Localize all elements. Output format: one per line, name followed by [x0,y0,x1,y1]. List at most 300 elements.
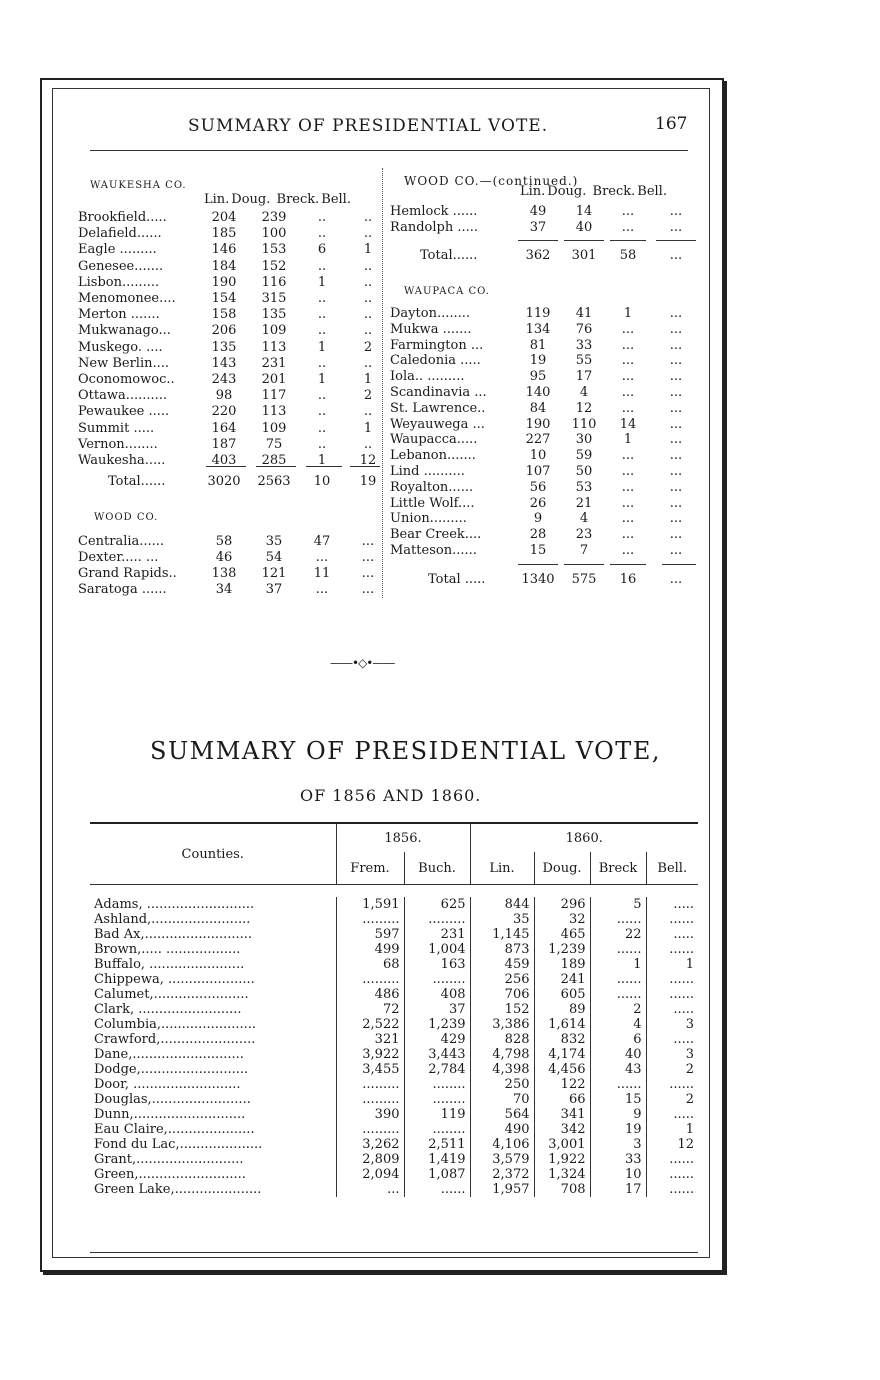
vote-cell: 1,957 [470,1182,534,1197]
township-name: Lind .......... [390,464,465,479]
vote-cell: .. [363,307,373,323]
vote-cell: 243 [211,372,237,387]
vote-cell: 4,798 [470,1047,534,1062]
township-row [390,353,690,368]
county-row [90,942,698,957]
vote-cell: 134 [525,321,551,337]
col-frem: Frem. [336,852,404,885]
wood-heading: WOOD CO. [94,512,159,523]
vote-cell: ........ [404,972,470,987]
vote-cell: .. [363,258,373,274]
vote-cell: 26 [529,495,547,511]
vote-cell: 54 [265,550,283,565]
vote-cell: 4 [590,1017,646,1032]
vote-cell: ...... [646,942,698,957]
township-row [390,322,690,337]
township-row [390,527,690,542]
vote-cell: .. [363,404,373,420]
vote-cell: 190 [211,274,237,290]
vote-cell: ... [669,416,683,432]
township-name: Eagle ......... [78,242,157,258]
vote-cell: 5 [590,897,646,912]
vote-cell: 76 [575,321,593,337]
total-rule [564,564,604,565]
total-cell: 3020 [207,474,241,489]
township-name: Ottawa.......... [78,388,168,404]
county-name: Grant,.......................... [94,1152,244,1167]
township-row [78,421,378,436]
total-row [390,572,690,587]
vote-cell: 832 [534,1032,590,1047]
township-name: Delafield...... [78,226,162,242]
vote-cell: ... [669,385,683,400]
vote-cell: 1,145 [470,927,534,942]
vote-cell: 37 [404,1002,470,1017]
total-row [78,474,378,489]
county-name: Clark, ......................... [94,1002,242,1017]
col-doug: Doug. [534,852,590,885]
township-name: Lebanon....... [390,448,476,464]
vote-cell: ...... [646,1182,698,1197]
vote-cell: ... [621,511,635,527]
township-row [390,385,690,400]
township-row [78,340,378,355]
wood-continued-heading: WOOD CO.—(continued.) [404,174,579,188]
year-1856-header: 1856. [336,823,470,852]
vote-cell: ... [621,495,635,511]
county-row [90,987,698,1002]
vote-cell: 37 [529,220,547,235]
vote-cell: .. [317,210,327,225]
vote-cell: ... [669,204,683,219]
vote-cell: 154 [211,291,237,306]
total-rule [656,240,696,241]
vote-cell: 14 [619,416,637,432]
vote-cell: 296 [534,897,590,912]
vote-cell: 2,784 [404,1062,470,1077]
vote-cell: 98 [215,388,233,404]
township-row [78,291,378,306]
vote-cell: 465 [534,927,590,942]
township-name: Dayton........ [390,306,470,321]
township-row [390,496,690,511]
vote-cell: 185 [211,226,237,242]
township-row [390,448,690,463]
vote-cell: 95 [529,369,547,385]
vote-cell: ... [669,495,683,511]
township-name: Lisbon......... [78,274,160,290]
vote-cell: .. [363,274,373,290]
township-row [78,242,378,257]
vote-cell: 66 [534,1092,590,1107]
vote-cell: ... [361,566,375,581]
col-breck: Breck. [592,184,636,199]
township-name: Saratoga ...... [78,582,167,597]
vote-cell: 605 [534,987,590,1002]
county-name: Fond du Lac,.................... [94,1137,263,1152]
vote-cell: 138 [211,566,237,581]
township-row [390,220,690,235]
vote-cell: 75 [265,436,283,452]
vote-cell: 40 [590,1047,646,1062]
vote-cell: 28 [529,527,547,543]
table-bottom-rule [90,1252,698,1253]
vote-cell: ... [669,432,683,448]
vote-cell: ... [669,527,683,543]
vote-cell: 1 [317,274,327,290]
vote-cell: 239 [261,210,287,225]
township-row [78,550,378,565]
vote-cell: 4,106 [470,1137,534,1152]
vote-cell: 19 [529,353,547,369]
vote-cell: 58 [215,534,233,549]
total-cell: 362 [525,248,551,263]
township-row [390,432,690,447]
vote-cell: 84 [529,400,547,416]
vote-cell: 9 [533,511,543,527]
township-row [390,543,690,558]
year-1860-header: 1860. [470,823,698,852]
township-name: Menomonee.... [78,291,176,306]
vote-cell: ..... [646,1107,698,1122]
counties-header: Counties. [90,823,336,885]
col-bell: Bell. [646,852,698,885]
vote-cell: 4 [579,511,589,527]
total-rule [610,240,646,241]
township-name: Grand Rapids.. [78,566,177,581]
township-name: Caledonia ..... [390,353,481,369]
vote-cell: 164 [211,420,237,436]
vote-cell: ... [669,337,683,353]
col-lin: Lin. [470,852,534,885]
vote-cell: 184 [211,258,237,274]
vote-cell: ... [669,321,683,337]
vote-cell: 30 [575,432,593,448]
vote-cell: ..... [646,927,698,942]
vote-cell: 72 [336,1002,404,1017]
running-title: SUMMARY OF PRESIDENTIAL VOTE. [188,116,549,136]
vote-cell: 17 [590,1182,646,1197]
vote-cell: .. [363,355,373,371]
county-row [90,1182,698,1197]
vote-cell: ..... [646,897,698,912]
vote-cell: 190 [525,416,551,432]
vote-cell: ... [669,400,683,416]
vote-cell: 119 [525,306,551,321]
vote-cell: 22 [590,927,646,942]
vote-cell: ... [669,479,683,495]
county-row [90,1077,698,1092]
total-rule [256,466,296,467]
total-row [390,248,690,263]
vote-cell: ...... [590,972,646,987]
vote-cell: .. [317,404,327,420]
county-name: Eau Claire,..................... [94,1122,255,1137]
vote-cell: 113 [261,404,287,420]
vote-cell: .. [363,291,373,306]
vote-cell: 256 [470,972,534,987]
township-name: Waukesha..... [78,453,166,468]
vote-cell: ...... [646,1167,698,1182]
vote-cell: 1 [623,306,633,321]
county-row [90,1002,698,1017]
township-name: Farmington ... [390,337,484,353]
vote-cell: ... [621,337,635,353]
vote-cell: 3,001 [534,1137,590,1152]
vote-cell: 33 [575,337,593,353]
township-name: Matteson...... [390,543,477,558]
vote-cell: ... [621,527,635,543]
vote-cell: .. [317,323,327,339]
vote-cell: 828 [470,1032,534,1047]
total-cell: 2563 [257,474,291,489]
vote-cell: 3,262 [336,1137,404,1152]
vote-cell: 46 [215,550,233,565]
vote-cell: ..... [646,1032,698,1047]
county-name: Brown,..... .................. [94,942,241,957]
county-name: Crawford,....................... [94,1032,256,1047]
vote-cell: 143 [211,355,237,371]
col-bell: Bell. [637,184,667,199]
township-row [78,582,378,597]
vote-cell: ... [621,400,635,416]
vote-cell: ...... [646,987,698,1002]
township-name: Little Wolf.... [390,495,475,511]
vote-cell: 109 [261,420,287,436]
vote-cell: 1 [317,453,327,468]
vote-cell: ... [669,448,683,464]
vote-cell: 201 [261,372,287,387]
vote-cell: ...... [646,972,698,987]
township-row [390,464,690,479]
vote-cell: 564 [470,1107,534,1122]
total-rule [518,564,558,565]
vote-cell: 1,239 [404,1017,470,1032]
vote-cell: 17 [575,369,593,385]
township-row [390,338,690,353]
county-row [90,957,698,972]
vote-cell: ... [621,385,635,400]
township-row [78,534,378,549]
county-name: Chippewa, ..................... [94,972,255,987]
vote-cell: 1 [363,242,373,258]
vote-cell: 220 [211,404,237,420]
vote-cell: 1,239 [534,942,590,957]
vote-cell: 43 [590,1062,646,1077]
vote-cell: 1 [317,339,327,355]
vote-cell: 189 [534,957,590,972]
township-row [78,323,378,338]
vote-cell: .. [317,388,327,404]
county-name: Bad Ax,.......................... [94,927,253,942]
waukesha-heading: WAUKESHA CO. [90,180,187,191]
vote-cell: 122 [534,1077,590,1092]
county-name: Calumet,....................... [94,987,249,1002]
vote-cell: 70 [470,1092,534,1107]
vote-cell: ... [361,550,375,565]
township-name: Genesee....... [78,258,164,274]
vote-cell: 11 [313,566,331,581]
vote-cell: ...... [646,912,698,927]
township-name: Pewaukee ..... [78,404,170,420]
vote-cell: ... [669,369,683,385]
vote-cell: 341 [534,1107,590,1122]
col-breck: Breck. [276,192,320,207]
vote-cell: ...... [590,942,646,957]
vote-cell: 116 [261,274,287,290]
ornament-divider: ——•◇•—— [330,656,395,670]
vote-cell: 187 [211,436,237,452]
total-rule [518,240,558,241]
township-row [78,566,378,581]
vote-cell: 59 [575,448,593,464]
vote-cell: 14 [575,204,593,219]
vote-cell: .. [317,291,327,306]
township-name: Summit ..... [78,420,155,436]
total-cell: 19 [359,474,377,489]
vote-cell: 9 [590,1107,646,1122]
vote-cell: 708 [534,1182,590,1197]
vote-cell: 250 [470,1077,534,1092]
vote-cell: 1 [363,372,373,387]
vote-cell: 459 [470,957,534,972]
vote-cell: ...... [590,987,646,1002]
vote-cell: ... [336,1182,404,1197]
total-cell: ... [669,572,683,587]
vote-cell: 1,324 [534,1167,590,1182]
vote-cell: .. [363,210,373,225]
vote-cell: 490 [470,1122,534,1137]
county-name: Ashland,........................ [94,912,251,927]
vote-cell: 10 [590,1167,646,1182]
township-row [390,306,690,321]
vote-cell: ... [669,306,683,321]
vote-cell: 231 [261,355,287,371]
county-row [90,1017,698,1032]
county-name: Green Lake,..................... [94,1182,262,1197]
total-cell: 16 [619,572,637,587]
vote-cell: .. [317,226,327,242]
vote-cell: ... [669,511,683,527]
township-name: Bear Creek.... [390,527,482,543]
vote-cell: 12 [575,400,593,416]
vote-cell: 241 [534,972,590,987]
vote-cell: 135 [211,339,237,355]
township-name: Hemlock ...... [390,204,478,219]
waupaca-heading: WAUPACA CO. [404,286,490,297]
township-row [78,372,378,387]
vote-cell: .. [317,307,327,323]
vote-cell: ... [315,582,329,597]
township-name: Union......... [390,511,467,527]
vote-cell: 403 [211,453,237,468]
vote-cell: ...... [590,912,646,927]
col-doug: Doug. [231,192,271,207]
vote-cell: ......... [336,1122,404,1137]
township-name: Iola.. ......... [390,369,465,385]
township-name: Mukwa ....... [390,321,472,337]
vote-cell: .. [317,436,327,452]
township-name: Muskego. .... [78,339,163,355]
township-name: Brookfield..... [78,210,167,225]
vote-cell: 227 [525,432,551,448]
vote-cell: 2,094 [336,1167,404,1182]
vote-cell: 315 [261,291,287,306]
county-row [90,1137,698,1152]
township-name: Mukwanago... [78,323,171,339]
county-row [90,1092,698,1107]
vote-cell: 10 [529,448,547,464]
vote-cell: 21 [575,495,593,511]
vote-cell: 33 [590,1152,646,1167]
vote-cell: 110 [571,416,597,432]
vote-cell: .. [363,323,373,339]
township-name: Royalton...... [390,479,474,495]
county-name: Columbia,....................... [94,1017,257,1032]
vote-cell: ... [315,550,329,565]
county-name: Dane,........................... [94,1047,244,1062]
vote-cell: 3,386 [470,1017,534,1032]
vote-cell: ... [621,464,635,479]
vote-cell: 206 [211,323,237,339]
vote-cell: 55 [575,353,593,369]
vote-cell: ........ [404,1122,470,1137]
waukesha-column-headers [204,192,353,207]
total-cell: 10 [313,474,331,489]
vote-cell: 100 [261,226,287,242]
county-row [90,1167,698,1182]
vote-cell: ... [621,369,635,385]
vote-cell: 113 [261,339,287,355]
vote-cell: 53 [575,479,593,495]
vote-cell: 2,511 [404,1137,470,1152]
township-row [78,259,378,274]
township-name: St. Lawrence.. [390,400,486,416]
vote-cell: ......... [336,912,404,927]
vote-cell: .. [317,355,327,371]
vote-cell: 107 [525,464,551,479]
col-lin: Lin. [204,192,230,207]
county-name: Dodge,.......................... [94,1062,249,1077]
township-name: Merton ....... [78,307,160,323]
total-rule [350,466,380,467]
township-name: New Berlin.... [78,355,170,371]
vote-cell: 2,372 [470,1167,534,1182]
vote-cell: 89 [534,1002,590,1017]
vote-cell: 40 [575,220,593,235]
county-row [90,912,698,927]
vote-cell: 152 [470,1002,534,1017]
vote-cell: 486 [336,987,404,1002]
vote-cell: 706 [470,987,534,1002]
vote-cell: 6 [590,1032,646,1047]
township-row [390,480,690,495]
vote-cell: ... [669,220,683,235]
vote-cell: 342 [534,1122,590,1137]
vote-cell: 81 [529,337,547,353]
vote-cell: 23 [575,527,593,543]
township-row [78,356,378,371]
vote-cell: 35 [470,912,534,927]
total-rule [610,564,646,565]
vote-cell: 2 [363,339,373,355]
vote-cell: 146 [211,242,237,258]
vote-cell: 37 [265,582,283,597]
header-rule [90,150,688,151]
vote-cell: ......... [336,1092,404,1107]
total-cell: 575 [571,572,597,587]
county-name: Buffalo, ....................... [94,957,245,972]
